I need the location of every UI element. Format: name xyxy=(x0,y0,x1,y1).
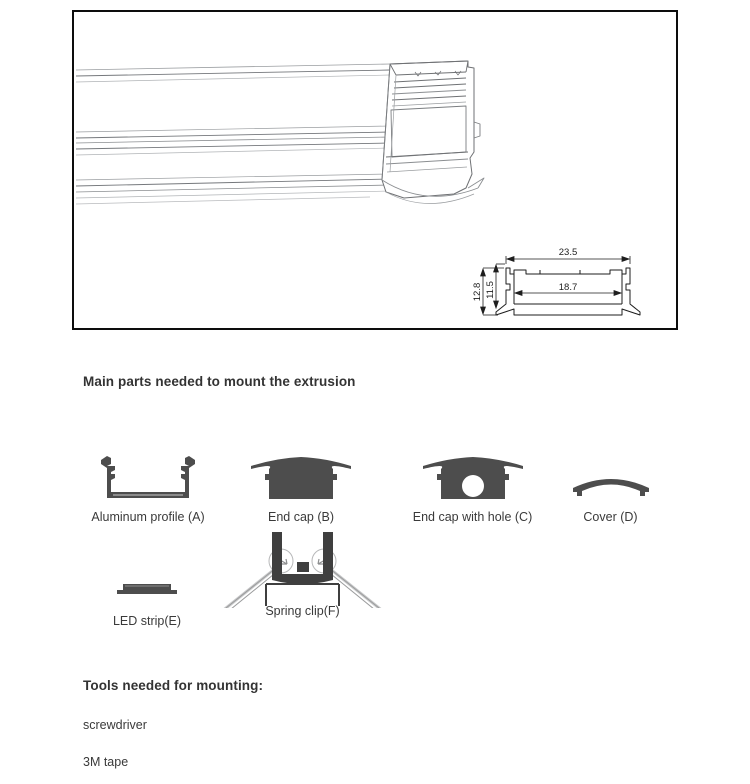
cover-icon xyxy=(569,454,653,504)
cross-section-dimension-drawing xyxy=(472,247,640,315)
led-strip-icon xyxy=(111,574,183,600)
spring-clip-art xyxy=(210,528,395,600)
part-label-end-cap: End cap (B) xyxy=(267,510,334,524)
extrusion-perspective-body xyxy=(76,64,390,204)
tool-item-3m-tape: 3M tape xyxy=(83,755,129,769)
part-aluminum-profile xyxy=(83,448,213,524)
dimension-label-overall-width: 23.5 xyxy=(558,247,578,258)
end-cap-with-hole-icon xyxy=(417,454,529,504)
aluminum-profile-icon xyxy=(89,454,207,504)
extrusion-end-face xyxy=(382,61,484,204)
end-cap-with-hole-art xyxy=(404,448,541,504)
dimension-label-overall-height: 12.8 xyxy=(472,282,483,302)
part-spring-clip xyxy=(210,528,395,618)
dimension-label-inner-width: 18.7 xyxy=(558,282,578,293)
led-strip-art xyxy=(100,560,194,600)
end-cap-art xyxy=(236,448,366,504)
part-end-cap-with-hole xyxy=(404,448,541,524)
dimension-label-body-height: 11.5 xyxy=(485,281,496,299)
part-cover xyxy=(568,448,653,524)
part-label-led-strip: LED strip(E) xyxy=(112,614,182,628)
part-led-strip xyxy=(100,560,194,628)
extrusion-drawing-svg xyxy=(74,12,676,328)
tools-heading: Tools needed for mounting: xyxy=(83,678,264,693)
part-label-spring-clip: Spring clip(F) xyxy=(265,604,340,618)
cover-art xyxy=(568,448,653,504)
part-label-end-cap-with-hole: End cap with hole (C) xyxy=(412,510,533,524)
extrusion-drawing-frame xyxy=(72,10,678,330)
main-parts-heading: Main parts needed to mount the extrusion xyxy=(83,374,356,389)
spring-clip-icon xyxy=(210,528,395,608)
tool-item-screwdriver: screwdriver xyxy=(83,718,147,732)
aluminum-profile-art xyxy=(83,448,213,504)
part-label-cover: Cover (D) xyxy=(583,510,638,524)
part-end-cap xyxy=(236,448,366,524)
part-label-aluminum-profile: Aluminum profile (A) xyxy=(91,510,205,524)
end-cap-icon xyxy=(245,454,357,504)
